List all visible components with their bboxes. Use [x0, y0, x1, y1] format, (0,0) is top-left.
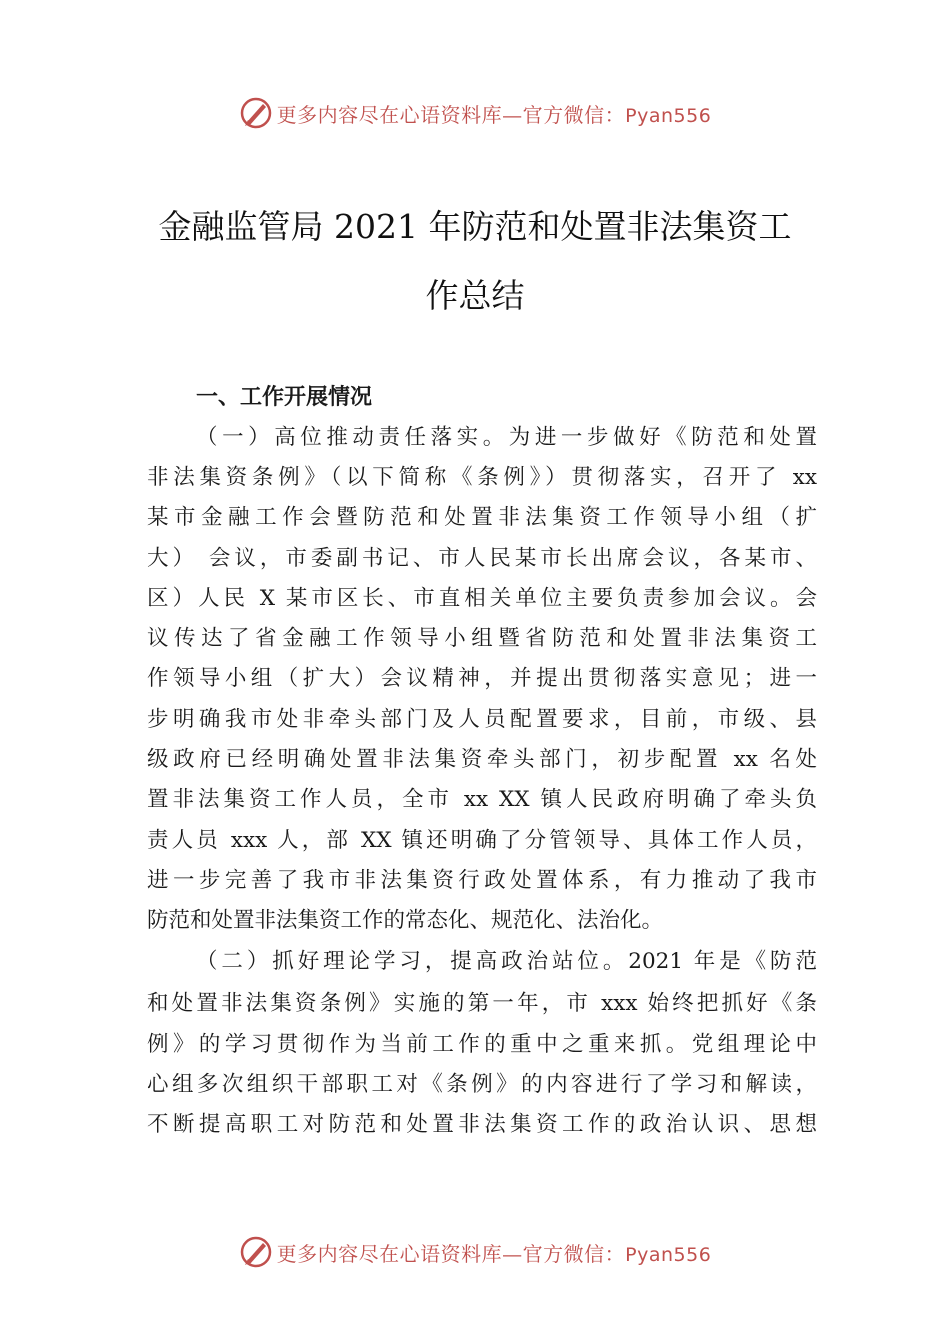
body-line: 某市金融工作会暨防范和处置非法集资工作领导小组（扩 — [147, 505, 817, 530]
body-line: 防范和处置非法集资工作的常态化、规范化、法治化。 — [147, 908, 664, 933]
body-line: 议传达了省金融工作领导小组暨省防范和处置非法集资工 — [147, 626, 817, 651]
body-line: （二）抓好理论学习，提高政治站位。2021 年是《防范 — [196, 949, 817, 974]
pen-logo-icon — [239, 96, 273, 130]
bottom-watermark-banner — [0, 1232, 950, 1272]
body-line: 责人员 xxx 人，部 XX 镇还明确了分管领导、具体工作人员， — [147, 828, 817, 853]
pen-logo-icon — [239, 1235, 273, 1269]
body-line: 心组多次组织干部职工对《条例》的内容进行了学习和解读， — [147, 1072, 817, 1097]
body-line: 作领导小组（扩大）会议精神，并提出贯彻落实意见；进一 — [147, 666, 817, 691]
document-title-line2: 作总结 — [425, 276, 525, 315]
top-banner-handle: Pyan556 — [625, 104, 712, 127]
body-line: 置非法集资工作人员，全市 xx XX 镇人民政府明确了牵头负 — [147, 787, 817, 812]
body-line: 大） 会议，市委副书记、市人民某市长出席会议，各某市、 — [147, 546, 817, 571]
body-line: 例》的学习贯彻作为当前工作的重中之重来抓。党组理论中 — [147, 1032, 817, 1057]
document-title-line1: 金融监管局 2021 年防范和处置非法集资工 — [158, 207, 792, 246]
bottom-banner-text: 更多内容尽在心语资料库—官方微信：Pyan556 — [276, 1241, 712, 1266]
body-line: 非法集资条例》（以下简称《条例》）贯彻落实，召开了 xx — [147, 465, 817, 490]
body-line: 进一步完善了我市非法集资行政处置体系，有力推动了我市 — [147, 868, 817, 893]
top-watermark-banner — [0, 93, 950, 133]
body-line: 区）人民 X 某市区长、市直相关单位主要负责参加会议。会 — [147, 586, 817, 611]
body-line: 步明确我市处非牵头部门及人员配置要求，目前，市级、县 — [147, 707, 817, 732]
body-line: 级政府已经明确处置非法集资牵头部门，初步配置 xx 名处 — [147, 747, 817, 772]
bottom-banner-handle: Pyan556 — [625, 1243, 712, 1266]
body-line: 不断提高职工对防范和处置非法集资工作的政治认识、思想 — [147, 1112, 817, 1137]
body-line: （一）高位推动责任落实。为进一步做好《防范和处置 — [196, 425, 817, 450]
body-line: 和处置非法集资条例》实施的第一年，市 xxx 始终把抓好《条 — [147, 991, 817, 1016]
section-heading: 一、工作开展情况 — [196, 385, 373, 410]
top-banner-text: 更多内容尽在心语资料库—官方微信：Pyan556 — [276, 102, 712, 127]
